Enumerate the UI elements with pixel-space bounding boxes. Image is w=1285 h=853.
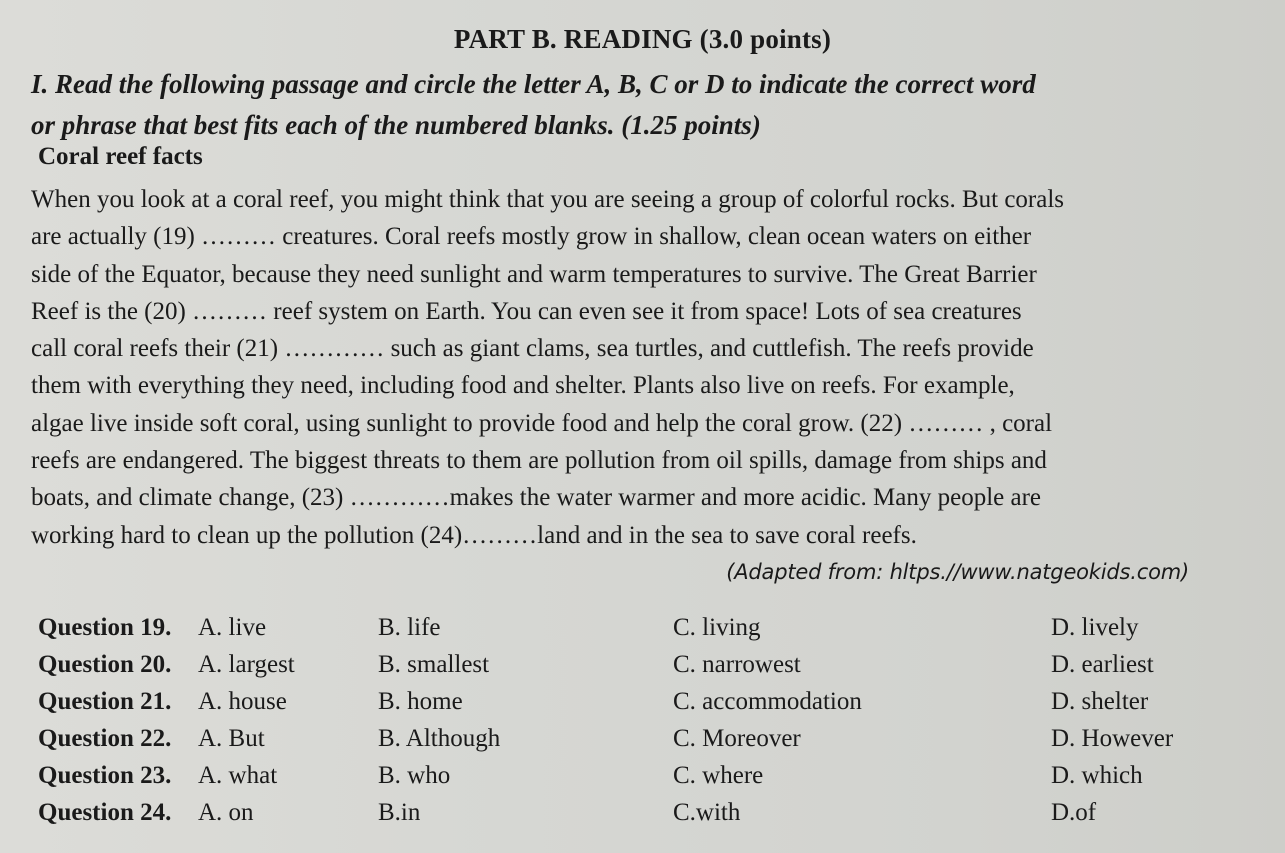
option-c[interactable]: C. narrowest: [673, 651, 801, 678]
option-a[interactable]: A. But: [198, 725, 265, 752]
instruction: [31, 64, 1241, 146]
question-19: [38, 614, 1238, 651]
question-20: [38, 651, 1238, 688]
passage-line: call coral reefs their (21) ………… such as giant clams, sea turtles, and cuttlefish. The reefs provide: [31, 335, 1034, 363]
question-list: [38, 614, 1238, 836]
part-title: PART B. READING (3.0 points): [453, 24, 832, 54]
passage-line: algae live inside soft coral, using sunlight to provide food and help the coral grow. (22) ……… , coral: [31, 409, 1053, 437]
passage-line: Reef is the (20) ……… reef system on Earth. You can even see it from space! Lots of sea creatures: [31, 297, 1022, 325]
option-a[interactable]: A. largest: [198, 651, 295, 678]
option-a[interactable]: A. live: [198, 614, 267, 641]
question-22: [38, 725, 1238, 762]
question-label: Question 20.: [38, 651, 172, 678]
option-c[interactable]: C. living: [673, 614, 761, 641]
passage-line: reefs are endangered. The biggest threats to them are pollution from oil spills, damage from ships and: [31, 447, 1047, 475]
passage-line: side of the Equator, because they need sunlight and warm temperatures to survive. The Great Barrier: [31, 260, 1037, 288]
passage-body: [31, 181, 1221, 554]
instruction-line-1: I. Read the following passage and circle the letter A, B, C or D to indicate the correct word: [31, 69, 1036, 99]
option-c[interactable]: C. accommodation: [673, 688, 862, 715]
option-b[interactable]: B. home: [378, 688, 463, 715]
option-a[interactable]: A. what: [198, 762, 278, 789]
passage-line: are actually (19) ……… creatures. Coral reefs mostly grow in shallow, clean ocean waters on either: [31, 223, 1032, 251]
option-b[interactable]: B. Although: [378, 725, 501, 752]
instruction-line-2: or phrase that best fits each of the numbered blanks. (1.25 points): [31, 110, 761, 140]
option-b[interactable]: B. life: [378, 614, 441, 641]
question-label: Question 19.: [38, 614, 172, 641]
option-d[interactable]: D. shelter: [1051, 688, 1149, 715]
question-23: [38, 762, 1238, 799]
option-a[interactable]: A. on: [198, 799, 254, 826]
option-d[interactable]: D. earliest: [1051, 651, 1154, 678]
passage-line: them with everything they need, including food and shelter. Plants also live on reefs. For example,: [31, 372, 1015, 400]
passage-title: Coral reef facts: [38, 143, 203, 170]
question-label: Question 24.: [38, 799, 172, 826]
passage-line: working hard to clean up the pollution (24)………land and in the sea to save coral reefs.: [31, 521, 917, 549]
option-b[interactable]: B. who: [378, 762, 451, 789]
passage-line: boats, and climate change, (23) …………makes the water warmer and more acidic. Many people are: [31, 484, 1042, 512]
question-label: Question 23.: [38, 762, 172, 789]
option-d[interactable]: D. lively: [1051, 614, 1139, 641]
option-c[interactable]: C. where: [673, 762, 764, 789]
question-label: Question 22.: [38, 725, 172, 752]
option-c[interactable]: C.with: [673, 799, 741, 826]
question-21: [38, 688, 1238, 725]
option-b[interactable]: B. smallest: [378, 651, 490, 678]
option-d[interactable]: D. which: [1051, 762, 1143, 789]
passage-line: When you look at a coral reef, you might think that you are seeing a group of colorful rocks. But corals: [31, 186, 1065, 213]
option-c[interactable]: C. Moreover: [673, 725, 801, 752]
option-d[interactable]: D. However: [1051, 725, 1174, 752]
option-d[interactable]: D.of: [1051, 799, 1097, 826]
passage-source: (Adapted from: hltps.//www.natgeokids.com): [726, 560, 1189, 584]
option-a[interactable]: A. house: [198, 688, 287, 715]
question-24: [38, 799, 1238, 836]
question-label: Question 21.: [38, 688, 172, 715]
option-b[interactable]: B.in: [378, 799, 421, 826]
